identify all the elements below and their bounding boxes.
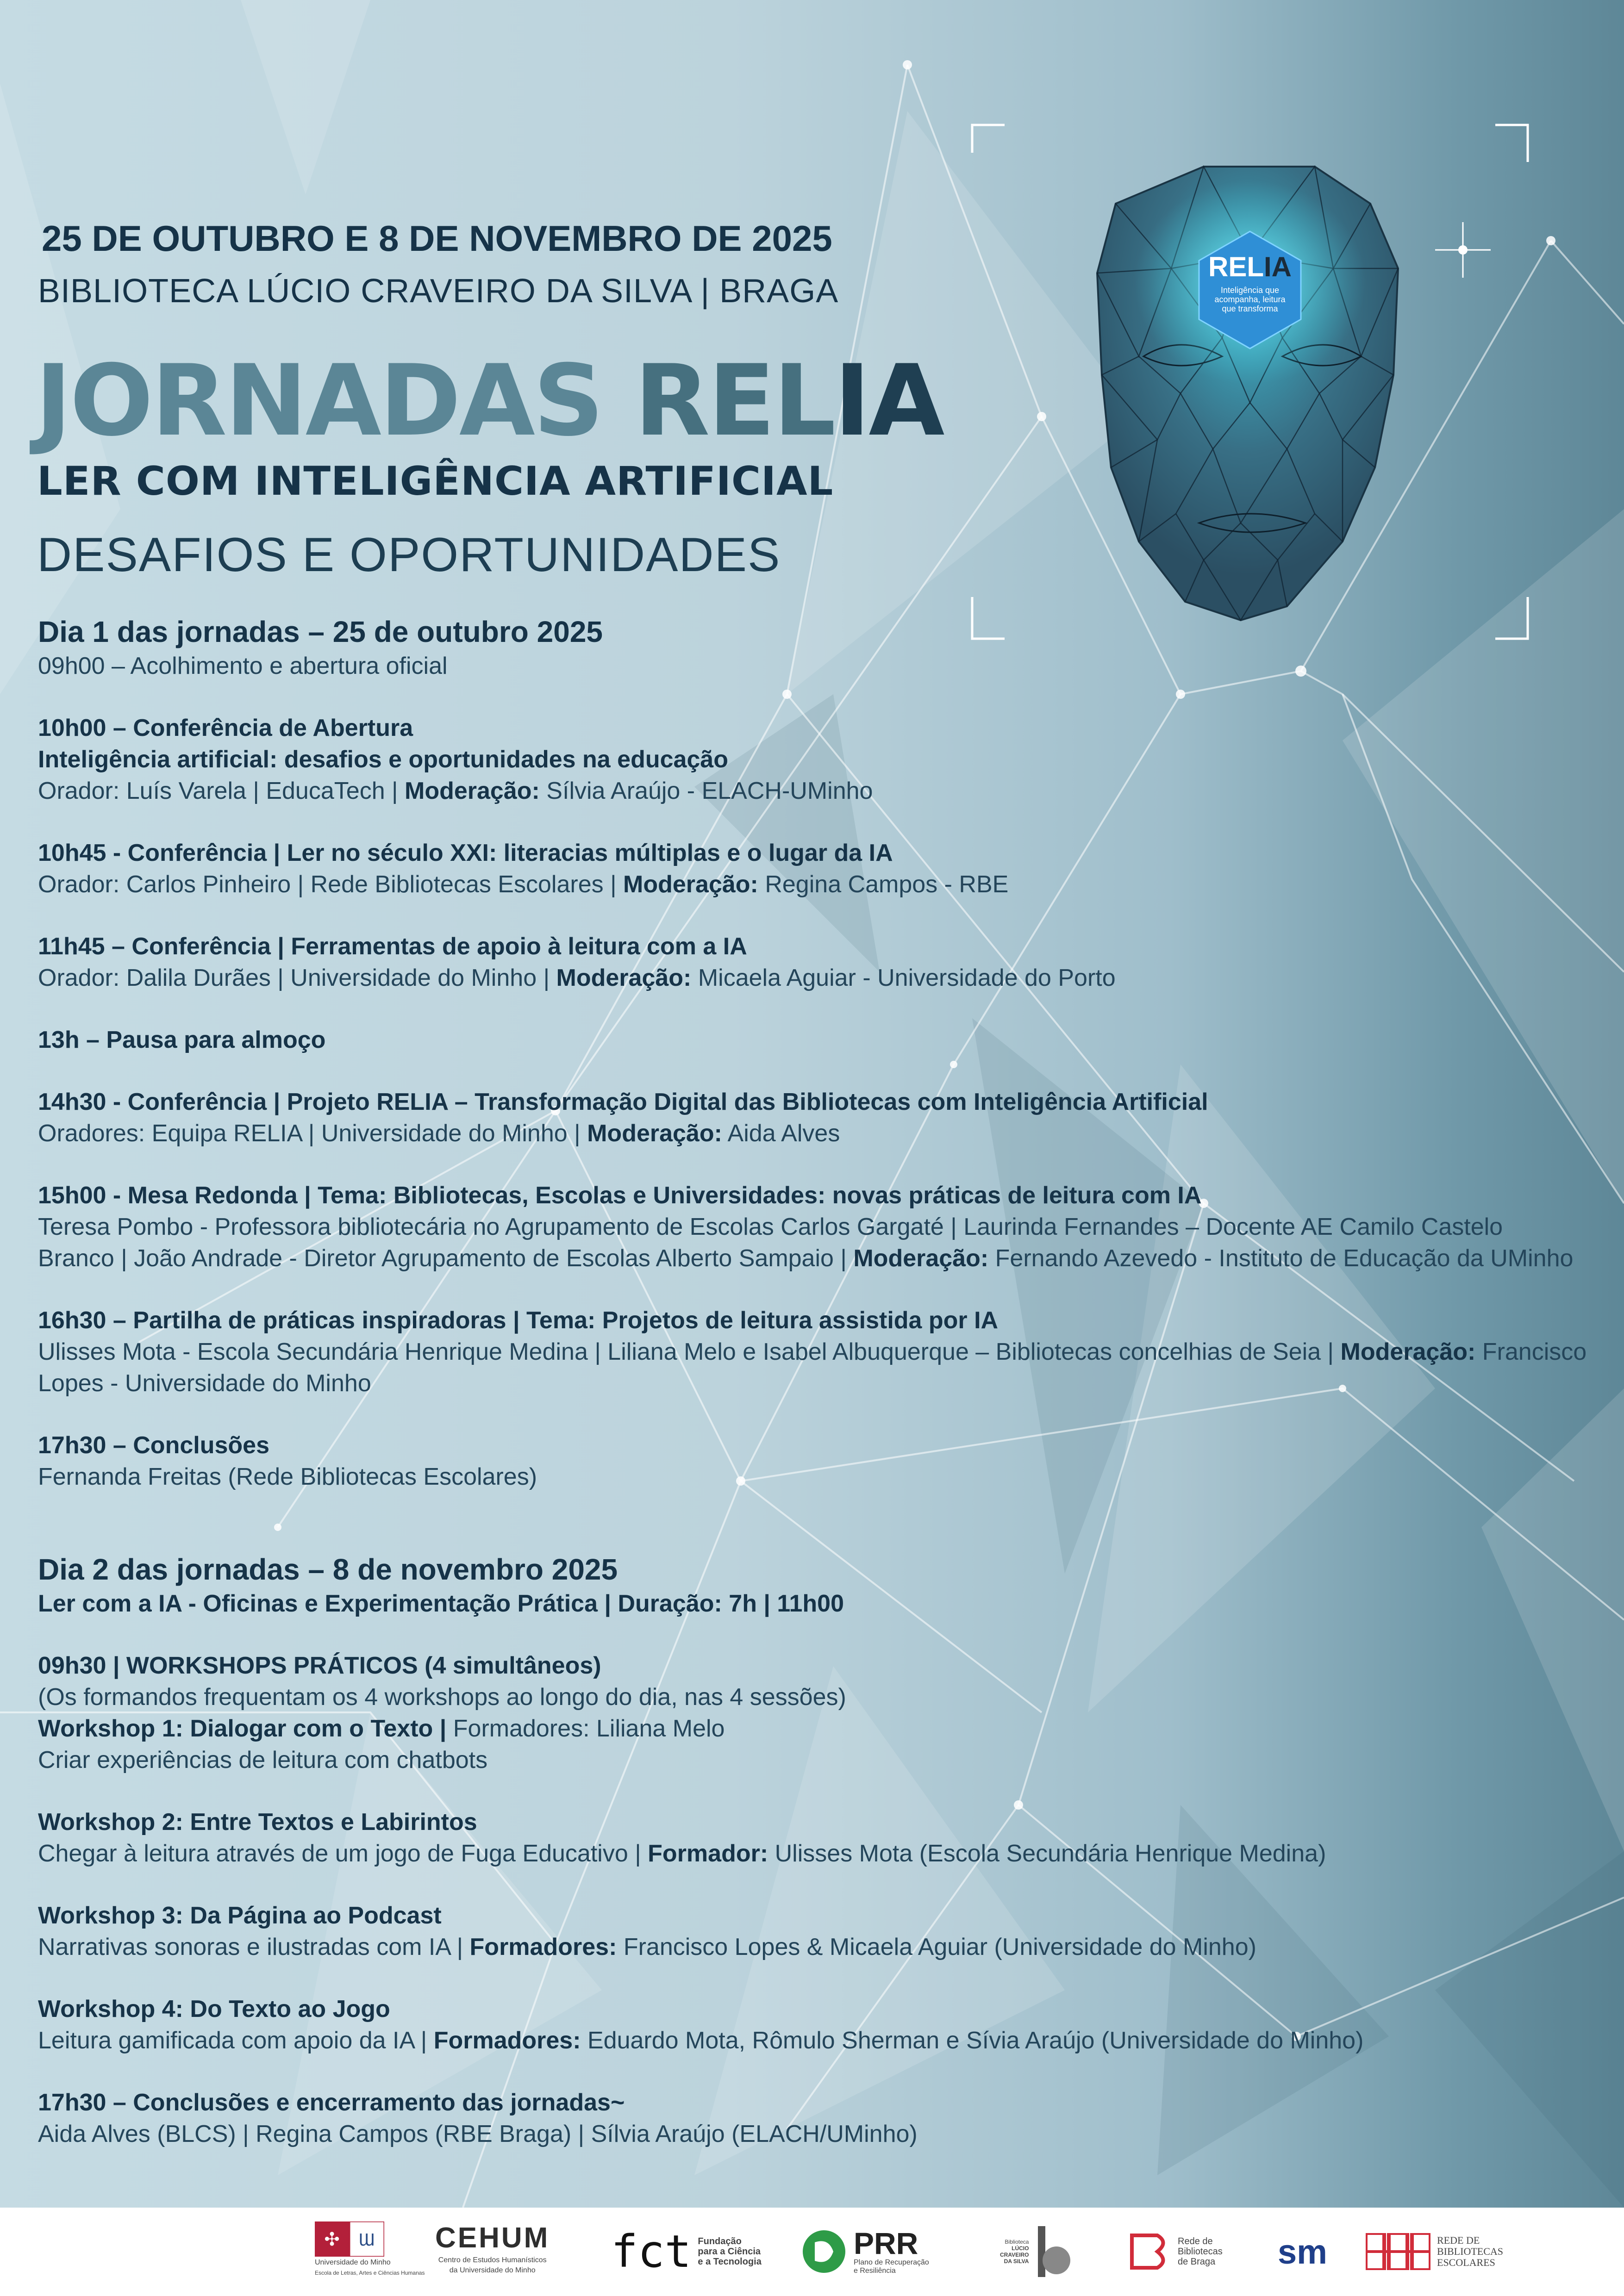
fct-line1: Fundação bbox=[698, 2236, 742, 2246]
day1-item bbox=[38, 1180, 1575, 1274]
prr-line2: e Resiliência bbox=[854, 2267, 896, 2275]
day1-item bbox=[38, 931, 1603, 994]
workshop4-title: Workshop 4: Do Texto ao Jogo bbox=[38, 1996, 390, 2022]
partner-logos-bar bbox=[0, 2208, 1624, 2296]
workshop4-label: Formadores: bbox=[433, 2027, 581, 2054]
workshop2-label: Formador: bbox=[648, 1840, 768, 1867]
title-part1: JORNADAS bbox=[35, 343, 635, 458]
day1-item bbox=[38, 712, 1603, 807]
rbe-line3: ESCOLARES bbox=[1437, 2257, 1495, 2268]
item-detail bbox=[38, 775, 1603, 807]
item-title: 16h30 – Partilha de práticas inspiradoras | Tema: Projetos de leitura assistida por IA bbox=[38, 1307, 999, 1334]
item-title: 09h00 – Acolhimento e abertura oficial bbox=[38, 653, 448, 679]
cehum-logo bbox=[435, 2221, 550, 2282]
day1-heading: Dia 1 das jornadas – 25 de outubro 2025 bbox=[38, 615, 603, 648]
item-title: 10h00 – Conferência de Abertura bbox=[38, 715, 413, 741]
speaker: Oradores: Equipa RELIA | Universidade do Minho | bbox=[38, 1120, 587, 1147]
badge-slogan-line2: acompanha, leitura bbox=[1214, 295, 1286, 304]
workshop3-block bbox=[38, 1900, 1603, 1963]
day2-subheading: Ler com a IA - Oficinas e Experimentação Prática | Duração: 7h | 11h00 bbox=[38, 1590, 844, 1617]
rbb-logo bbox=[1130, 2221, 1223, 2282]
badge-slogan-line3: que transforma bbox=[1222, 304, 1278, 313]
uminho-logo bbox=[315, 2221, 425, 2282]
moderation-label: Moderação: bbox=[623, 871, 758, 898]
cehum-wordmark: CEHUM bbox=[435, 2222, 550, 2254]
rbe-blocks-icon bbox=[1366, 2233, 1430, 2270]
rbb-line2: Bibliotecas bbox=[1178, 2246, 1223, 2257]
moderation-label: Moderação: bbox=[853, 1245, 989, 1272]
item-detail bbox=[38, 1336, 1593, 1399]
prr-logo bbox=[801, 2221, 929, 2282]
day1-item bbox=[38, 1305, 1593, 1399]
blcs-line4: DA SILVA bbox=[1004, 2258, 1029, 2265]
day2-heading: Dia 2 das jornadas – 8 de novembro 2025 bbox=[38, 1553, 618, 1586]
prr-circle-icon bbox=[801, 2228, 847, 2275]
speaker: Orador: Carlos Pinheiro | Rede Bibliotecas Escolares | bbox=[38, 871, 624, 898]
item-title: 11h45 – Conferência | Ferramentas de apoio à leitura com a IA bbox=[38, 933, 747, 960]
sm-wordmark: sm bbox=[1278, 2232, 1327, 2271]
item-title2: Inteligência artificial: desafios e oportunidades na educação bbox=[38, 746, 729, 773]
workshops-note: (Os formandos frequentam os 4 workshops ao longo do dia, nas 4 sessões) bbox=[38, 1684, 846, 1711]
item-title: 15h00 - Mesa Redonda | Tema: Bibliotecas, Escolas e Universidades: novas práticas de leitura com IA bbox=[38, 1182, 1202, 1209]
event-title bbox=[35, 343, 943, 458]
day2-section bbox=[38, 1551, 1603, 2150]
workshop2-block bbox=[38, 1806, 1603, 1869]
workshop3-title: Workshop 3: Da Página ao Podcast bbox=[38, 1902, 442, 1929]
program bbox=[38, 613, 1603, 2150]
speaker: Teresa Pombo - Professora bibliotecária no Agrupamento de Escolas Carlos Gargaté | Laurinda Fernandes – Docente AE Camilo Castelo Branco | João Andrade - Diretor Agrupamento de Escolas Alberto Sampaio | bbox=[38, 1213, 1503, 1272]
workshop3-trainers: Francisco Lopes & Micaela Aguiar (Universidade do Minho) bbox=[617, 1934, 1256, 1960]
day1-section bbox=[38, 613, 1603, 1493]
speaker: Orador: Luís Varela | EducaTech | bbox=[38, 778, 405, 804]
face-mesh-illustration bbox=[963, 116, 1537, 653]
item-title: 14h30 - Conferência | Projeto RELIA – Transformação Digital das Bibliotecas com Inteligência Artificial bbox=[38, 1089, 1208, 1115]
prr-wordmark: PRR bbox=[854, 2226, 918, 2260]
fct-wordmark: fct bbox=[611, 2226, 692, 2277]
blcs-line3: CRAVEIRO bbox=[1000, 2252, 1029, 2258]
closing-title: 17h30 – Conclusões e encerramento das jornadas~ bbox=[38, 2089, 625, 2116]
uminho-emblem-icon bbox=[315, 2221, 384, 2257]
workshop4-block bbox=[38, 1993, 1603, 2056]
rbb-b-icon bbox=[1130, 2233, 1171, 2270]
event-subtitle: LER COM INTELIGÊNCIA ARTIFICIAL bbox=[37, 458, 834, 504]
item-title: 10h45 - Conferência | Ler no século XXI: literacias múltiplas e o lugar da IA bbox=[38, 840, 893, 866]
blcs-logo bbox=[1000, 2221, 1072, 2282]
moderator: Aida Alves bbox=[722, 1120, 840, 1147]
fct-line3: e a Tecnologia bbox=[698, 2257, 762, 2267]
blcs-line2: LÚCIO bbox=[1012, 2245, 1029, 2252]
item-title: 13h – Pausa para almoço bbox=[38, 1027, 326, 1053]
moderator: Fernando Azevedo - Instituto de Educação da UMinho bbox=[988, 1245, 1574, 1272]
closing-block bbox=[38, 2087, 1603, 2150]
prr-line1: Plano de Recuperação bbox=[854, 2259, 929, 2266]
rbe-line1: REDE DE bbox=[1437, 2234, 1480, 2246]
rbb-line3: de Braga bbox=[1178, 2257, 1216, 2267]
workshop4-trainers: Eduardo Mota, Rômulo Sherman e Sívia Araújo (Universidade do Minho) bbox=[581, 2027, 1364, 2054]
rbe-logo bbox=[1366, 2221, 1503, 2282]
workshop3-label: Formadores: bbox=[469, 1934, 617, 1960]
badge-name-part1: REL bbox=[1208, 251, 1264, 282]
badge-name-part2: IA bbox=[1264, 251, 1292, 282]
moderation-label: Moderação: bbox=[587, 1120, 722, 1147]
fct-logo bbox=[611, 2221, 762, 2282]
item-detail bbox=[38, 869, 1603, 900]
event-tagline: DESAFIOS E OPORTUNIDADES bbox=[37, 528, 781, 582]
item-detail bbox=[38, 1211, 1575, 1274]
fct-line2: para a Ciência bbox=[698, 2246, 761, 2257]
workshop2-desc: Chegar à leitura através de um jogo de Fuga Educativo | bbox=[38, 1840, 648, 1867]
title-part2: REL bbox=[634, 343, 834, 458]
workshop3-desc: Narrativas sonoras e ilustradas com IA | bbox=[38, 1934, 470, 1960]
day1-item bbox=[38, 650, 1603, 682]
moderation-label: Moderação: bbox=[1340, 1338, 1476, 1365]
day1-item bbox=[38, 1086, 1603, 1149]
closing-detail: Aida Alves (BLCS) | Regina Campos (RBE Braga) | Sílvia Araújo (ELACH/UMinho) bbox=[38, 2121, 918, 2147]
event-venue: BIBLIOTECA LÚCIO CRAVEIRO DA SILVA | BRAGA bbox=[38, 273, 839, 310]
day1-item bbox=[38, 1024, 1603, 1056]
moderator: Sílvia Araújo - ELACH-UMinho bbox=[539, 778, 873, 804]
moderator: Regina Campos - RBE bbox=[758, 871, 1009, 898]
moderator: Micaela Aguiar - Universidade do Porto bbox=[691, 964, 1116, 991]
svg-text:✣: ✣ bbox=[324, 2229, 340, 2250]
workshop1-trainers: Formadores: Liliana Melo bbox=[446, 1715, 725, 1742]
item-detail: Fernanda Freitas (Rede Bibliotecas Escolares) bbox=[38, 1463, 537, 1490]
workshops-title: 09h30 | WORKSHOPS PRÁTICOS (4 simultâneos) bbox=[38, 1652, 601, 1679]
blcs-line1: Biblioteca bbox=[1005, 2239, 1029, 2245]
moderator: Francisco Lopes - Universidade do Minho bbox=[38, 1338, 1587, 1397]
speaker: Orador: Dalila Durães | Universidade do Minho | bbox=[38, 964, 556, 991]
workshop1-title: Workshop 1: Dialogar com o Texto | bbox=[38, 1715, 447, 1742]
relia-badge bbox=[1199, 252, 1301, 313]
cehum-line1: Centro de Estudos Humanísticos bbox=[438, 2256, 547, 2264]
moderation-label: Moderação: bbox=[556, 964, 692, 991]
blcs-b-icon bbox=[1035, 2226, 1072, 2277]
event-date: 25 DE OUTUBRO E 8 DE NOVEMBRO DE 2025 bbox=[42, 218, 832, 259]
item-detail bbox=[38, 1118, 1603, 1149]
workshops-block bbox=[38, 1650, 1603, 1776]
title-part3: IA bbox=[834, 343, 943, 458]
rbb-line1: Rede de bbox=[1178, 2236, 1213, 2246]
day1-item bbox=[38, 837, 1603, 900]
item-detail bbox=[38, 962, 1603, 994]
day1-item bbox=[38, 1430, 1603, 1493]
badge-slogan-line1: Inteligência que bbox=[1220, 286, 1280, 295]
cehum-line2: da Universidade do Minho bbox=[449, 2266, 536, 2274]
moderation-label: Moderação: bbox=[405, 778, 540, 804]
uminho-line2: Escola de Letras, Artes e Ciências Humanas bbox=[315, 2270, 425, 2276]
rbe-line2: BIBLIOTECAS bbox=[1437, 2246, 1503, 2257]
item-title: 17h30 – Conclusões bbox=[38, 1432, 269, 1459]
workshop2-title: Workshop 2: Entre Textos e Labirintos bbox=[38, 1809, 477, 1836]
workshop2-trainers: Ulisses Mota (Escola Secundária Henrique Medina) bbox=[768, 1840, 1326, 1867]
sm-logo bbox=[1278, 2221, 1327, 2282]
uminho-line1: Universidade do Minho bbox=[315, 2259, 391, 2266]
workshop1-desc: Criar experiências de leitura com chatbots bbox=[38, 1747, 488, 1773]
svg-text:Ɯ: Ɯ bbox=[358, 2231, 375, 2250]
speaker: Ulisses Mota - Escola Secundária Henrique Medina | Liliana Melo e Isabel Albuquerque – Bibliotecas concelhias de Seia | bbox=[38, 1338, 1341, 1365]
workshop4-desc: Leitura gamificada com apoio da IA | bbox=[38, 2027, 434, 2054]
